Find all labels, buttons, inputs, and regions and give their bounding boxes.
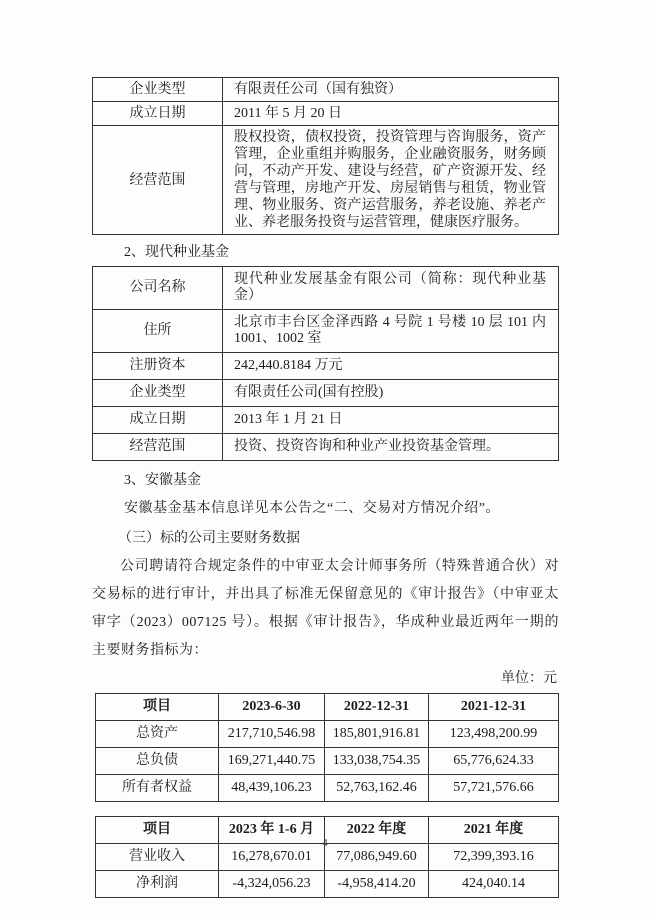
fin-value-cell: -4,324,056.23 [219, 871, 325, 898]
fin-value-cell: 133,038,754.35 [325, 748, 429, 775]
company-info-table-1 [92, 77, 559, 235]
table-row [96, 721, 559, 748]
info-label-cell: 住所 [93, 310, 223, 353]
fin-item-cell: 净利润 [96, 871, 219, 898]
fin-value-cell: 72,399,393.16 [429, 844, 559, 871]
info-value-cell: 有限责任公司（国有独资） [223, 78, 559, 102]
fin-item-cell: 所有者权益 [96, 775, 219, 802]
table-row [96, 775, 559, 802]
income-statement-table [95, 816, 559, 898]
table-row [93, 126, 559, 235]
fin-header-cell: 2022 年度 [325, 817, 429, 844]
info-label-cell: 成立日期 [93, 102, 223, 126]
fin-value-cell: 57,721,576.66 [429, 775, 559, 802]
info-value-cell: 2013 年 1 月 21 日 [223, 407, 559, 434]
table-row [96, 871, 559, 898]
fin-value-cell: 52,763,162.46 [325, 775, 429, 802]
table-row [93, 407, 559, 434]
info-value-cell: 股权投资，债权投资，投资管理与咨询服务，资产管理，企业重组并购服务，企业融资服务，财务顾问，不动产开发、建设与经营，矿产资源开发、经营与管理，房地产开发、房屋销售与租赁，物业管理、物业服务、资产运营服务，养老设施、养老产业、养老服务投资与运营管理，健康医疗服务。 [223, 126, 559, 235]
info-label-cell: 成立日期 [93, 407, 223, 434]
info-value-cell: 现代种业发展基金有限公司（简称：现代种业基金） [223, 267, 559, 310]
table-row [93, 102, 559, 126]
table-header-row [96, 694, 559, 721]
fin-header-cell: 2021 年度 [429, 817, 559, 844]
fin-value-cell: 48,439,106.23 [219, 775, 325, 802]
fin-value-cell: 169,271,440.75 [219, 748, 325, 775]
table-row [93, 434, 559, 461]
fin-header-cell: 2023 年 1-6 月 [219, 817, 325, 844]
table-row [96, 748, 559, 775]
fin-header-cell: 项目 [96, 817, 219, 844]
info-label-cell: 经营范围 [93, 434, 223, 461]
fin-value-cell: 123,498,200.99 [429, 721, 559, 748]
table-row [93, 78, 559, 102]
table-row [93, 380, 559, 407]
info-label-cell: 企业类型 [93, 380, 223, 407]
balance-sheet-table [95, 693, 559, 802]
company-info-table-2 [92, 266, 559, 461]
info-label-cell: 公司名称 [93, 267, 223, 310]
section-heading-modern-seed-fund: 2、现代种业基金 [124, 245, 229, 260]
fin-header-cell: 2023-6-30 [219, 694, 325, 721]
fin-item-cell: 总资产 [96, 721, 219, 748]
fin-item-cell: 总负债 [96, 748, 219, 775]
info-value-cell: 有限责任公司(国有控股) [223, 380, 559, 407]
fin-item-cell: 营业收入 [96, 844, 219, 871]
info-label-cell: 企业类型 [93, 78, 223, 102]
fin-header-cell: 2021-12-31 [429, 694, 559, 721]
info-value-cell: 北京市丰台区金泽西路 4 号院 1 号楼 10 层 101 内 1001、1002 室 [223, 310, 559, 353]
fin-value-cell: 77,086,949.60 [325, 844, 429, 871]
table-row [93, 267, 559, 310]
page-number: 4 [322, 837, 328, 849]
info-label-cell: 经营范围 [93, 126, 223, 235]
fin-value-cell: 217,710,546.98 [219, 721, 325, 748]
table-row [93, 310, 559, 353]
fin-value-cell: 16,278,670.01 [219, 844, 325, 871]
fin-value-cell: -4,958,414.20 [325, 871, 429, 898]
info-value-cell: 2011 年 5 月 20 日 [223, 102, 559, 126]
table-row [93, 353, 559, 380]
info-value-cell: 242,440.8184 万元 [223, 353, 559, 380]
info-value-cell: 投资、投资咨询和种业产业投资基金管理。 [223, 434, 559, 461]
fin-header-cell: 项目 [96, 694, 219, 721]
fin-header-cell: 2022-12-31 [325, 694, 429, 721]
section-heading-financial-data: （三）标的公司主要财务数据 [118, 531, 300, 546]
fin-value-cell: 65,776,624.33 [429, 748, 559, 775]
fin-value-cell: 185,801,916.81 [325, 721, 429, 748]
section-heading-anhui-fund: 3、安徽基金 [124, 473, 201, 488]
info-label-cell: 注册资本 [93, 353, 223, 380]
fin-value-cell: 424,040.14 [429, 871, 559, 898]
unit-label: 单位：元 [501, 671, 557, 686]
audit-report-paragraph: 公司聘请符合规定条件的中审亚太会计师事务所（特殊普通合伙）对交易标的进行审计，并出具了标准无保留意见的《审计报告》（中审亚太审字（2023）007125 号）。根据《审计报告》，华成种业最近两年一期的主要财务指标为： [92, 559, 559, 658]
anhui-fund-note: 安徽基金基本信息详见本公告之“二、交易对方情况介绍”。 [124, 501, 500, 516]
